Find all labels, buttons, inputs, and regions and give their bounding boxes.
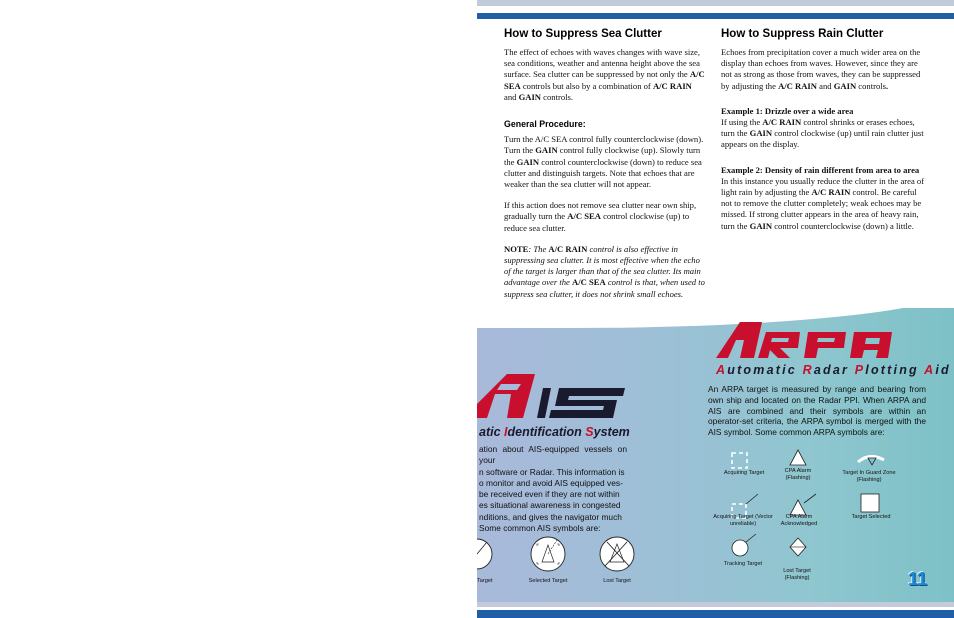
label-lost-target: Lost Target (Flashing) <box>783 568 811 581</box>
general-procedure-title: General Procedure: <box>504 119 586 130</box>
label-ais-lost: Lost Target <box>603 578 631 584</box>
sea-note: NOTE: The A/C RAIN control is also effective in suppressing sea clutter. It is most effective when the echo of the target is larger than that of the sea clutter. Its main advantage over the A/C SEA control is that, when used to suppress sea clutter, it does not shrink small echoes. <box>504 243 705 299</box>
arpa-body: An ARPA target is measured by range and bearing from own ship and located on the Radar PPI. When ARPA and AIS are combined and their symbols are within an operator-set criteria, the ARPA symbol is merged with the AIS symbol. Some common ARPA symbols are: <box>708 384 926 438</box>
ais-body: ation about AIS-equipped vessels on your n software or Radar. This information is o monitor and avoid AIS equipped ves- be received even if they are not within es situational awareness in congested nditions, and gives the navigator much Some common AIS symbols are: <box>479 444 627 534</box>
rain-clutter-intro: Echoes from precipitation cover a much wider area on the display than echoes from waves. However, since they are not as strong as those from waves, they can be suppressed by adjusting the A/C RAIN and GAIN controls. <box>721 47 921 91</box>
example-1-title: Example 1: Drizzle over a wide area <box>721 105 854 116</box>
general-procedure-text: Turn the A/C SEA control fully counterclockwise (down). Turn the GAIN control fully clockwise (up). Slowly turn the GAIN control counterclockwise (down) to reduce sea clutter and distinguish targets. Note that echoes that are weaker than the sea clutter will not appear. <box>504 134 704 190</box>
example-2-title: Example 2: Density of rain different from area to area <box>721 164 920 175</box>
label-cpa-ack: CPA Alarm Acknowledged <box>780 514 818 527</box>
ais-target-icon <box>477 539 492 569</box>
ais-subtitle: atic Identification System <box>479 425 630 439</box>
near-ship-text: If this action does not remove sea clutter near own ship, gradually turn the A/C SEA control clockwise (up) to reduce sea clutter. <box>504 200 697 233</box>
ais-logo <box>477 360 637 422</box>
cpa-alarm-icon <box>790 450 806 465</box>
bottom-band-light <box>477 602 954 607</box>
example-2-text: In this instance you usually reduce the clutter in the area of light rain by adjusting the A/C RAIN control. Be careful not to remove the clutter completely; weak echoes may be missed. If strong clutter appears in the area of heavy rain, turn the GAIN control counterclockwise (down) a little. <box>721 175 925 231</box>
sea-clutter-intro: The effect of echoes with waves changes with wave size, sea conditions, weather and antenna height above the sea surface. Sea clutter can be suppressed by not only the A/C SEA controls but also by a combination of A/C RAIN and GAIN controls. <box>504 47 705 102</box>
arpa-logo <box>714 318 929 362</box>
label-ais-selected: Selected Target <box>528 578 568 584</box>
sea-clutter-column <box>504 27 706 310</box>
example-1-text: If using the A/C RAIN control shrinks or erases echoes, turn the GAIN control clockwise (up) until rain clutter just appears on the display. <box>721 117 924 150</box>
label-target-selected: Target Selected <box>851 514 891 520</box>
top-band-light <box>477 0 954 6</box>
ais-logo-graphic <box>477 360 637 422</box>
ais-symbols-graphic <box>477 534 642 578</box>
page-number: 11 <box>908 569 928 589</box>
label-acquiring-vector: Acquiring Target (Vector unreliable) <box>713 514 773 527</box>
label-tracking-target: Tracking Target <box>723 561 763 567</box>
guard-zone-icon <box>858 456 884 462</box>
sea-clutter-title: How to Suppress Sea Clutter <box>504 28 662 40</box>
top-band <box>477 13 954 19</box>
acquiring-target-icon <box>732 453 747 468</box>
cpa-ack-icon <box>790 500 806 515</box>
arpa-logo-graphic <box>714 318 929 362</box>
label-ais-target: Target <box>477 578 493 584</box>
rain-clutter-title: How to Suppress Rain Clutter <box>721 28 884 40</box>
tracking-target-icon <box>732 540 748 556</box>
arpa-subtitle: Automatic Radar Plotting Aid <box>716 363 951 377</box>
label-cpa-alarm: CPA Alarm (Flashing) <box>784 468 812 481</box>
label-guard-zone: Target In Guard Zone (Flashing) <box>842 470 896 483</box>
label-acquiring-target: Acquiring Target <box>723 470 765 476</box>
target-selected-icon <box>861 494 879 512</box>
rain-clutter-column <box>721 27 927 242</box>
bottom-band <box>477 610 954 618</box>
